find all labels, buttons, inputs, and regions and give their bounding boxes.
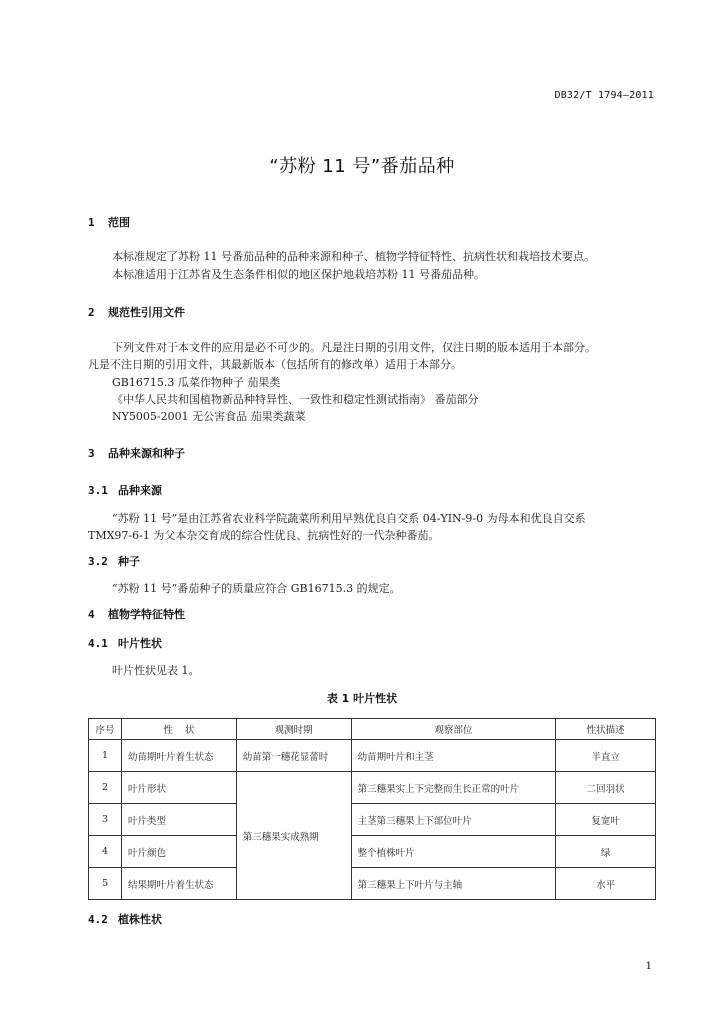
table-row (89, 804, 656, 836)
section-3-heading (88, 445, 185, 461)
section-3-1-heading (88, 482, 162, 498)
cell-description: 二回羽状 (556, 772, 656, 804)
cell-trait: 叶片类型 (121, 804, 236, 836)
section-title: 叶片性状 (118, 637, 162, 650)
paragraph: 本标准规定了苏粉 11 号番茄品种的品种来源和种子、植物学特征特性、抗病性状和栽培技术要点。 (112, 250, 595, 263)
section-number: 4 (88, 608, 95, 621)
section-title: 范围 (108, 216, 130, 229)
paragraph: “苏粉 11 号”是由江苏省农业科学院蔬菜所利用早熟优良自交系 04-YIN-9-0 为母本和优良自交系 (112, 512, 586, 525)
section-4-heading (88, 606, 185, 622)
cell-position: 主茎第三穗果上下部位叶片 (351, 804, 556, 836)
document-title: “苏粉 11 号”番茄品种 (269, 156, 455, 177)
section-2-heading (88, 304, 185, 320)
cell-trait: 叶片形状 (121, 772, 236, 804)
table-header-row (89, 719, 656, 740)
page-number: 1 (645, 961, 652, 972)
paragraph: 本标准适用于江苏省及生态条件相似的地区保护地栽培苏粉 11 号番茄品种。 (112, 268, 485, 281)
cell-no: 2 (89, 772, 122, 804)
section-number: 3 (88, 447, 95, 460)
table-caption: 表 1 叶片性状 (326, 692, 398, 705)
header-cell: 性 状 (121, 719, 236, 740)
cell-position: 整个植株叶片 (351, 836, 556, 868)
cell-description: 半直立 (556, 740, 656, 772)
cell-no: 5 (89, 868, 122, 900)
cell-position: 第三穗果上下叶片与主轴 (351, 868, 556, 900)
header-cell: 观测时期 (236, 719, 351, 740)
cell-trait: 叶片颜色 (121, 836, 236, 868)
section-4-1-heading (88, 635, 162, 651)
section-4-2-heading (88, 911, 162, 927)
section-title: 植株性状 (118, 913, 162, 926)
table-row (89, 772, 656, 804)
section-title: 种子 (118, 555, 140, 568)
section-number: 4.1 (88, 637, 108, 650)
section-number: 1 (88, 216, 95, 229)
table-row (89, 740, 656, 772)
cell-position: 第三穗果实上下完整而生长正常的叶片 (351, 772, 556, 804)
paragraph: 叶片性状见表 1。 (112, 664, 200, 677)
paragraph: 下列文件对于本文件的应用是必不可少的。凡是注日期的引用文件，仅注日期的版本适用于本部分。 (112, 341, 596, 354)
cell-description: 绿 (556, 836, 656, 868)
cell-period: 幼苗第一穗花显蕾时 (236, 740, 351, 772)
leaf-traits-table (88, 718, 656, 900)
reference-item: 《中华人民共和国植物新品种特异性、一致性和稳定性测试指南》 番茄部分 (112, 393, 479, 406)
section-number: 3.2 (88, 555, 108, 568)
header-cell: 性状描述 (556, 719, 656, 740)
section-number: 2 (88, 306, 95, 319)
reference-item: GB16715.3 瓜菜作物种子 茄果类 (112, 376, 281, 389)
paragraph: “苏粉 11 号”番茄种子的质量应符合 GB16715.3 的规定。 (112, 582, 401, 595)
cell-trait: 幼苗期叶片着生状态 (121, 740, 236, 772)
cell-trait: 结果期叶片着生状态 (121, 868, 236, 900)
section-title: 规范性引用文件 (108, 306, 185, 319)
header-cell: 观察部位 (351, 719, 556, 740)
section-3-2-heading (88, 553, 140, 569)
cell-period-merged: 第三穗果实成熟期 (236, 772, 351, 900)
reference-item: NY5005-2001 无公害食品 茄果类蔬菜 (112, 410, 306, 423)
section-title: 品种来源 (118, 484, 162, 497)
section-number: 3.1 (88, 484, 108, 497)
cell-no: 1 (89, 740, 122, 772)
standard-code: DB32/T 1794—2011 (554, 90, 654, 101)
paragraph: 凡是不注日期的引用文件，其最新版本（包括所有的修改单）适用于本部分。 (88, 358, 462, 371)
table-row (89, 836, 656, 868)
section-title: 品种来源和种子 (108, 447, 185, 460)
section-number: 4.2 (88, 913, 108, 926)
paragraph: TMX97-6-1 为父本杂交育成的综合性优良、抗病性好的一代杂种番茄。 (88, 529, 440, 542)
header-cell: 序号 (89, 719, 122, 740)
cell-no: 3 (89, 804, 122, 836)
table-row (89, 868, 656, 900)
cell-description: 水平 (556, 868, 656, 900)
cell-position: 幼苗期叶片和主茎 (351, 740, 556, 772)
cell-description: 复宽叶 (556, 804, 656, 836)
cell-no: 4 (89, 836, 122, 868)
section-title: 植物学特征特性 (108, 608, 185, 621)
section-1-heading (88, 214, 130, 230)
